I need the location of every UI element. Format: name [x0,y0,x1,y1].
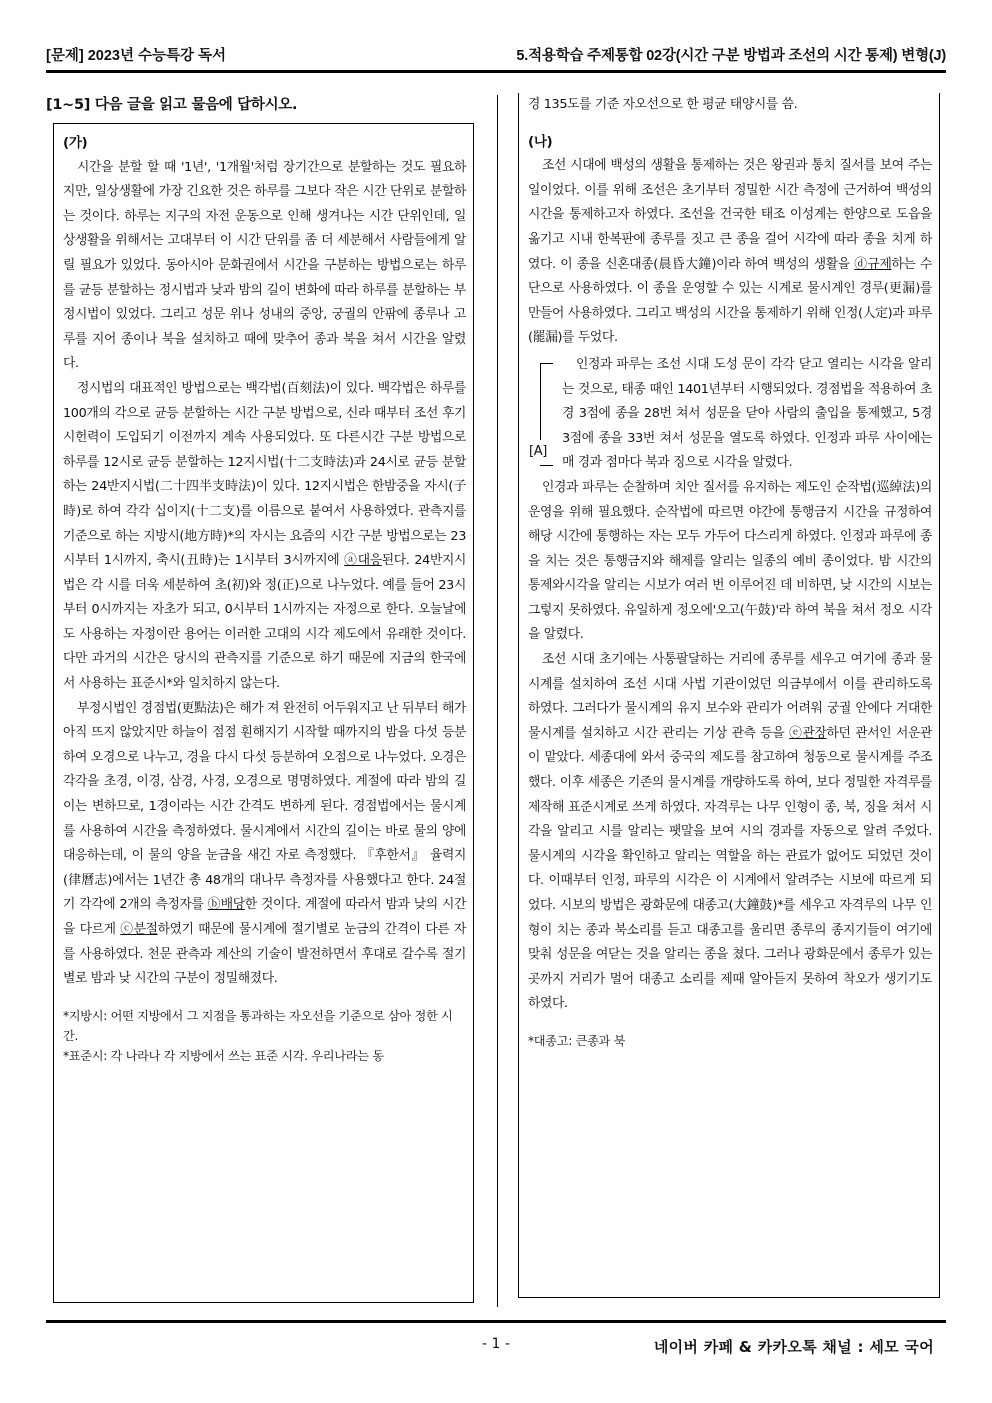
passage-ga-paragraph-1: 시간을 분할 할 때 '1년', '1개월'처럼 장기간으로 분할하는 것도 필요하지만, 일상생활에 가장 긴요한 것은 하루를 그보다 작은 시간 단위로 분할하는 것이다. 하루는 지구의 자전 운동으로 인해 생겨나는 시간 단위인데, 일상생활을 위해서는 고대부터 이 시간 단위를 좀 더 세분해서 사람들에게 알릴 필요가 있었다. 동아시아 문화권에서 시간을 구분하는 방법으로는 하루를 균등 분할하는 정시법과 낮과 밤의 길이 변화에 따라 하루를 분할하는 부정시법이 있었다. 그리고 성문 위나 성내의 중앙, 궁궐의 안팎에 종루나 고루를 지어 종이나 북을 설치하고 때에 맞추어 종과 북을 쳐서 시간을 알렸다. [63,159,466,372]
passage-ga-paragraph-3-part-3: 하였기 때문에 물시계에 절기별로 눈금의 간격이 다른 자를 사용하였다. 천문 관측과 계산의 기술이 발전하면서 후대로 갈수록 절기별로 밤과 낮 시간의 구분이 정밀해졌다. [63,922,467,987]
passage-na [528,93,932,1051]
header-rule [46,70,946,73]
passage-ga [63,127,466,1066]
passage-na-paragraph-3 [528,648,932,1017]
header-subtitle: 5.적용학습 주제통합 02강(시간 구분 방법과 조선의 시간 통제) 변형(J) [516,48,946,64]
passage-ga-box [53,123,474,1303]
column-divider [497,95,498,1307]
passage-ga-paragraph-3-part-1: 부정시법인 경점법(更點法)은 해가 져 완전히 어두워지고 난 뒤부터 해가 아직 뜨지 않았지만 하늘이 점점 훤해지기 시작할 때까지의 밤을 다섯 등분하여 오경으로 나누고, 경을 다시 다섯 등분하여 오점으로 나누었다. 오경은 각각을 초경, 이경, 삼경, 사경, 오경으로 명명하였다. 계절에 따라 밤의 길이는 변하므로, 1경이라는 시간 간격도 변하게 된다. 경점법에서는 물시계를 사용하여 시간을 측정하였다. 물시계에서 시간의 길이는 바로 물의 양에 대응하는데, 이 물의 양을 눈금을 새긴 자로 측정했다. 『후한서』 율력지(律曆志)에서는 1년간 총 48개의 대나무 측정자를 사용했다고 한다. 24절기 각각에 2개의 측정자를 [63,700,466,913]
page-number: - 1 - [482,1336,510,1352]
passage-na-box [518,93,940,1298]
vocab-mark-c: ⓒ분절 [120,922,158,937]
passage-na-paragraph-2: 인경과 파루는 순찰하며 치안 질서를 유지하는 제도인 순작법(巡綽法)의 운영을 위해 필요했다. 순작법에 따르면 야간에 통행금지 시간을 규정하여 해당 시간에 통행하는 자는 모두 가두어 다스리게 하였다. 인정과 파루에 종을 치는 것은 통행금지와 해제를 알리는 일종의 예비 종이었다. 밤 시간의 통제와시각을 알리는 시보가 여러 번 이루어진 데 비하면, 낮 시간의 시보는 그렇지 못하였다. 유일하게 정오에'오고(午鼓)'라 하여 북을 쳐서 정오 시각을 알렸다. [528,479,932,643]
footnote-daejonggo: *대종고: 큰종과 북 [528,1033,626,1048]
passage-na-paragraph-3-part-1: 조선 시대 초기에는 사통팔달하는 거리에 종루를 세우고 여기에 종과 물시계를 설치하여 조선 시대 사법 기관이었던 의금부에서 이를 관리하도록 하였다. 그러다가 물시계의 유지 보수와 관리가 어려워 궁궐 안에다 거대한 물시계를 설치하고 시간 관리는 기상 관측 등을 [528,652,932,741]
passage-na-paragraph-3-part-2: 하던 관서인 서운관이 맡았다. 세종대에 와서 중국의 제도를 참고하여 청동으로 물시계를 주조했다. 이후 세종은 기존의 물시계를 개량하도록 하여, 보다 정밀한 자격루를 제작해 표준시계로 쓰게 하였다. 자격루는 나무 인형이 종, 북, 징을 쳐서 시각을 알리고 시를 알리는 팻말을 보여 시의 경과를 자동으로 알려 주었다. 물시계의 시각을 확인하고 알리는 역할을 하는 관료가 없어도 되었던 것이다. 이때부터 인정, 파루의 시각은 이 시계에서 알려주는 시보에 따르게 되었다. 시보의 방법은 광화문에 대종고(大鐘鼓)*를 세우고 자격루의 나무 인형이 치는 종과 북소리를 듣고 대종고를 울리면 종루의 종지기들이 여기에 맞춰 성문을 여닫는 것을 알리는 종을 쳤다. 그러나 광화문에서 종루가 있는 곳까지 거리가 멀어 대종고 소리를 제때 알아듣지 못하여 착오가 생기기도 하였다. [528,725,933,1012]
passage-label-ga: (가) [63,135,88,151]
question-instruction: [1~5] 다음 글을 읽고 물음에 답하시오. [46,97,298,113]
passage-ga-paragraph-2 [63,377,466,697]
footer-rule [46,1320,946,1323]
passage-na-paragraph-1-part-2: 하는 수단으로 사용하였다. 이 종을 운영할 수 있는 시계로 물시계인 경루(更漏)를 만들어 사용하였다. 그리고 백성의 시간을 통제하기 위해 인정(人定)과 파루(罷漏)를 두었다. [528,256,932,346]
bracket-section-a [528,353,932,476]
passage-na-paragraph-1 [528,154,932,351]
page-header [46,44,946,66]
vocab-mark-b: ⓑ배당 [207,897,245,913]
bracket-label-a: [A] [528,440,548,465]
vocab-mark-a: ⓐ대응 [344,553,382,569]
passage-ga-paragraph-2-part-1: 정시법의 대표적인 방법으로는 백각법(百刻法)이 있다. 백각법은 하루를 100개의 각으로 균등 분할하는 시간 구분 방법으로, 신라 때부터 조선 후기 시헌력이 도입되기 이전까지 계속 사용되었다. 또 다른시간 구분 방법으로 하루를 12시로 균등 분할하는 12지시법(十二支時法)과 24시로 균등 분할하는 24반지시법(二十四半支時法)이 있다. 12지시법은 한밤중을 자시(子時)로 하여 각각 십이지(十二支)를 이름으로 붙여서 사용하였다. 관측지를 기준으로 하는 지방시(地方時)*의 자시는 요즘의 시간 구분 방법으로는 23시부터 1시까지, 축시(丑時)는 1시부터 3시까지에 [63,380,466,569]
footer-brand: 네이버 카페 & 카카오톡 채널 : 세모 국어 [653,1338,934,1356]
header-title: [문제] 2023년 수능특강 독서 [46,48,227,64]
footnote-local-time: *지방시: 어떤 지방에서 그 지점을 통과하는 자오선을 기준으로 삼아 정한 시간. [63,1008,453,1043]
bracket-a-text: 인정과 파루는 조선 시대 도성 문이 각각 닫고 열리는 시각을 알리는 것으로, 태종 때인 1401년부터 시행되었다. 경점법을 적용하여 초경 3점에 종을 28번 쳐서 성문을 닫아 사람의 출입을 통제했고, 5경 3점에 종을 33번 쳐서 성문을 열도록 하였다. 인정과 파루 사이에는 매 경과 점마다 북과 징으로 시각을 알렸다. [562,356,932,471]
vocab-mark-d: ⓓ규제 [854,256,892,272]
passage-ga-paragraph-2-part-2: 된다. 24반지시법은 각 시를 더욱 세분하여 초(初)와 정(正)으로 나누었다. 예를 들어 23시부터 0시까지는 자초가 되고, 0시부터 1시까지는 자정으로 한다. 오늘날에도 사용하는 자정이란 용어는 이러한 고대의 시각 제도에서 유래한 것이다. 다만 과거의 시간은 당시의 관측지를 기준으로 하기 때문에 지금의 한국에서 사용하는 표준시*와 일치하지 않는다. [63,553,466,692]
vocab-mark-e: ⓔ관장 [789,725,827,741]
passage-label-na: (나) [528,133,553,150]
passage-ga-paragraph-3 [63,697,466,992]
passage-na-paragraph-1-part-1: 조선 시대에 백성의 생활을 통제하는 것은 왕권과 통치 질서를 보여 주는 일이었다. 이를 위해 조선은 초기부터 정밀한 시간 측정에 근거하여 백성의 시간을 통제하고자 하였다. 조선을 건국한 태조 이성계는 한양으로 도읍을 옮기고 시내 한복판에 종루를 짓고 큰 종을 걸어 시각에 따라 종을 치게 하였다. 이 종을 신혼대종(晨昏大鐘)이라 하여 백성의 생활을 [528,158,932,272]
footnotes-ga [63,1006,466,1066]
footnote-continuation: 경 135도를 기준 자오선으로 한 평균 태양시를 씀. [528,97,798,112]
passage-ga-paragraph-3-part-2: 한 것이다. 계절에 따라서 밤과 낮의 시간을 다르게 [63,897,467,937]
footnote-standard-time: *표준시: 각 나라나 각 지방에서 쓰는 표준 시각. 우리나라는 동 [63,1048,384,1063]
